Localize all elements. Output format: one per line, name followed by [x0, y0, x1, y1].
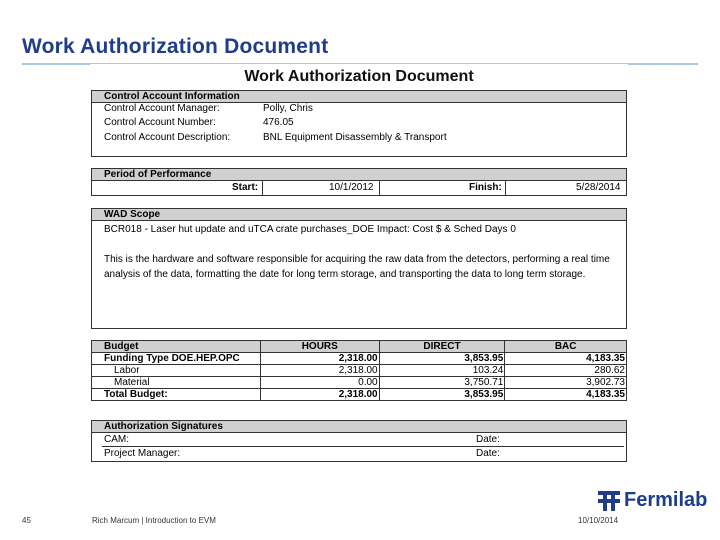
pm-date-label: Date: — [476, 448, 500, 459]
account-number-value: 476.05 — [263, 117, 294, 128]
work-authorization-document — [90, 64, 628, 472]
budget-table-wrapper — [91, 340, 627, 401]
direct-col-header: DIRECT — [379, 341, 505, 353]
page-number: 45 — [22, 516, 31, 525]
scope-change-line: BCR018 - Laser hut update and uTCA crate purchases_DOE Impact: Cost $ & Sched Days 0 — [104, 224, 516, 235]
budget-table — [91, 340, 627, 401]
finish-label: Finish: — [469, 182, 502, 193]
document-title: Work Authorization Document — [244, 68, 474, 85]
direct-cell: 103.24 — [379, 365, 505, 377]
table-row — [92, 377, 627, 389]
bac-cell: 4,183.35 — [505, 353, 627, 365]
hours-cell: 2,318.00 — [260, 353, 379, 365]
finish-date: 5/28/2014 — [576, 182, 621, 193]
author-footer: Rich Marcum | Introduction to EVM — [92, 516, 216, 525]
manager-label: Control Account Manager: — [104, 103, 220, 114]
budget-header-row — [92, 341, 627, 353]
bac-cell: 3,902.73 — [505, 377, 627, 389]
account-description-label: Control Account Description: — [104, 132, 231, 143]
bac-col-header: BAC — [505, 341, 627, 353]
wad-scope-section — [91, 208, 627, 329]
wad-scope-header: WAD Scope — [92, 209, 626, 221]
hours-cell: 2,318.00 — [260, 365, 379, 377]
fermilab-logo-icon — [598, 491, 620, 511]
period-header: Period of Performance — [92, 169, 626, 181]
date-footer: 10/10/2014 — [578, 516, 619, 525]
period-row — [92, 181, 626, 195]
control-account-section — [91, 90, 627, 157]
bac-cell: 280.62 — [505, 365, 627, 377]
period-of-performance-section — [91, 168, 627, 196]
account-description-value: BNL Equipment Disassembly & Transport — [263, 132, 447, 143]
scope-description: This is the hardware and software responsible for acquiring the raw data from the detectors, performing a real time analysis of the data, formatting the date for long term storage, and transporting the data to long term storage. — [104, 254, 610, 280]
table-row — [92, 365, 627, 377]
start-date: 10/1/2012 — [329, 182, 374, 193]
slide-title: Work Authorization Document — [22, 35, 329, 58]
manager-value: Polly, Chris — [263, 103, 313, 114]
hours-cell: 0.00 — [260, 377, 379, 389]
table-row — [92, 353, 627, 365]
row-label: Material — [92, 377, 261, 389]
budget-col-label: Budget — [92, 341, 261, 353]
table-row — [92, 389, 627, 401]
account-number-label: Control Account Number: — [104, 117, 216, 128]
cam-date-label: Date: — [476, 434, 500, 445]
start-label: Start: — [232, 182, 259, 193]
direct-cell: 3,853.95 — [379, 389, 505, 401]
signatures-header: Authorization Signatures — [92, 421, 626, 433]
hours-col-header: HOURS — [260, 341, 379, 353]
row-label: Total Budget: — [92, 389, 261, 401]
bac-cell: 4,183.35 — [505, 389, 627, 401]
authorization-signatures-section — [91, 420, 627, 462]
cam-label: CAM: — [104, 434, 129, 445]
project-manager-label: Project Manager: — [104, 448, 181, 459]
logo-text: Fermilab — [624, 489, 708, 511]
hours-cell: 2,318.00 — [260, 389, 379, 401]
row-label: Funding Type DOE.HEP.OPC — [92, 353, 261, 365]
direct-cell: 3,750.71 — [379, 377, 505, 389]
fermilab-logo — [598, 489, 707, 512]
row-label: Labor — [92, 365, 261, 377]
direct-cell: 3,853.95 — [379, 353, 505, 365]
control-account-header: Control Account Information — [92, 91, 626, 103]
